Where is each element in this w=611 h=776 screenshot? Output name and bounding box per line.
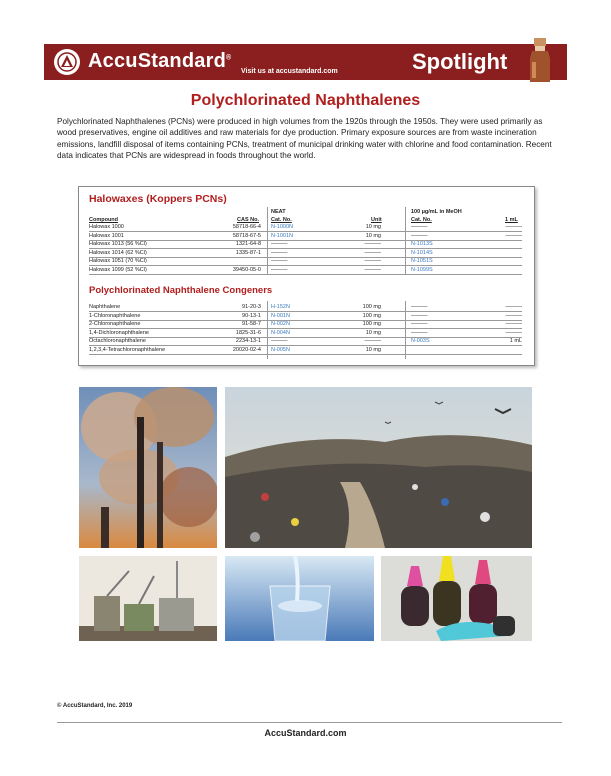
table-row [89, 233, 522, 241]
halowaxes-heading: Halowaxes (Koppers PCNs) [89, 193, 227, 205]
sol-cat-cell: ——— [411, 312, 428, 319]
unit-cell: 100 mg [362, 304, 381, 310]
sol-cat-header: Cat. No. [411, 217, 432, 223]
unit-cell: 10 mg [365, 224, 381, 230]
sol-cat-cell: N-1051S [411, 258, 433, 265]
cas-cell: 2234-13-1 [235, 338, 261, 345]
compound-cell: Octachloronaphthalene [89, 338, 146, 345]
neat-cat-header: Cat. No. [271, 217, 292, 223]
cas-header: CAS No. [237, 217, 259, 223]
sol-unit-cell: 1 mL [509, 338, 522, 345]
compound-cell: Halowax 1001 [89, 232, 124, 239]
neat-cat-cell: N-004N [271, 329, 290, 336]
visit-link[interactable]: Visit us at accustandard.com [241, 68, 338, 75]
cas-cell: 1321-64-8 [235, 241, 261, 248]
neat-header: NEAT [271, 209, 286, 215]
unit-cell: ——— [364, 258, 381, 265]
table-row [89, 321, 522, 329]
compound-cell: Halowax 1000 [89, 224, 124, 230]
sol-unit-cell: ——— [505, 321, 522, 328]
sol-cat-cell: N-1014S [411, 249, 433, 256]
neat-cat-cell: ——— [271, 249, 288, 256]
neat-cat-cell: N-001N [271, 312, 290, 319]
column-divider [405, 207, 406, 275]
congeners-heading: Polychlorinated Naphthalene Congeners [89, 285, 273, 296]
cas-cell: 20020-02-4 [232, 347, 261, 353]
table-row [89, 258, 522, 266]
brand-name: AccuStandard® [88, 50, 232, 72]
neat-cat-cell: N-005N [271, 347, 290, 353]
cas-cell: 1335-87-1 [235, 249, 261, 256]
cas-cell: 1825-31-6 [235, 329, 261, 336]
unit-header: Unit [371, 217, 382, 223]
compound-cell: 1-Chloronaphthalene [89, 312, 141, 319]
cas-cell: 39450-05-0 [232, 267, 261, 273]
column-divider [267, 207, 268, 275]
table-row [89, 224, 522, 232]
cas-cell: 58718-67-5 [232, 232, 261, 239]
oil-cans-photo [79, 556, 217, 641]
footer-url[interactable]: AccuStandard.com [264, 728, 347, 738]
column-divider [267, 301, 268, 359]
column-divider [405, 301, 406, 359]
compound-cell: Halowax 1099 (52 %Cl) [89, 267, 147, 273]
unit-cell: 10 mg [365, 347, 381, 353]
sol-cat-cell: N-003S [411, 338, 430, 345]
sol-cat-cell: ——— [411, 224, 428, 230]
sol-cat-cell: ——— [411, 329, 428, 336]
unit-cell: 100 mg [362, 312, 381, 319]
table-row [89, 267, 522, 275]
table-row [89, 250, 522, 258]
sol-unit-cell: ——— [505, 232, 522, 239]
unit-cell: 10 mg [365, 329, 381, 336]
table-row [89, 313, 522, 321]
compound-cell: Halowax 1013 (56 %Cl) [89, 241, 147, 248]
neat-cat-cell: N-1000N [271, 224, 294, 230]
cas-cell: 91-58-7 [242, 321, 261, 328]
intro-paragraph: Polychlorinated Naphthalenes (PCNs) were produced in high volumes from the 1920s through the 1950s. They were used primarily as wood preservatives, engine oil additives and raw materials for dye production. Primary exposure sources are from waste incineration emissions, landfill disposal of items containing PCNs, treatment of municipal drinking water with chlorine and food contamination. Recent data indicates that PCNs are widespread in foods throughout the world. [57, 117, 552, 161]
compound-cell: Halowax 1014 (62 %Cl) [89, 249, 147, 256]
sol-cat-cell: ——— [411, 304, 428, 310]
compound-cell: 1,2,3,4-Tetrachloronaphthalene [89, 347, 166, 353]
sol-cat-cell: N-1013S [411, 241, 433, 248]
smokestacks-photo [79, 387, 217, 548]
sol-unit-cell: ——— [505, 304, 522, 310]
unit-cell: ——— [364, 338, 381, 345]
neat-cat-cell: N-1001N [271, 232, 294, 239]
unit-cell: ——— [364, 267, 381, 273]
neat-cat-cell: ——— [271, 258, 288, 265]
unit-cell: 100 mg [362, 321, 381, 328]
compound-cell: 2-Chloronaphthalene [89, 321, 141, 328]
sol-cat-cell: N-1099S [411, 267, 433, 273]
sol-unit-cell: ——— [505, 329, 522, 336]
unit-cell: ——— [364, 241, 381, 248]
water-glass-photo [225, 556, 374, 641]
dye-bottles-photo [381, 556, 532, 641]
vial-icon [520, 38, 560, 84]
footer-divider [57, 722, 562, 723]
compound-header: Compound [89, 217, 119, 223]
sol-unit-cell: ——— [505, 224, 522, 230]
cas-cell: 58718-66-4 [232, 224, 261, 230]
solution-header: 100 µg/mL in MeOH [411, 209, 462, 215]
unit-cell: 10 mg [365, 232, 381, 239]
table-row [89, 241, 522, 249]
compound-cell: Naphthalene [89, 304, 121, 310]
table-row [89, 330, 522, 338]
sol-unit-cell: ——— [505, 312, 522, 319]
page-title: Polychlorinated Naphthalenes [190, 92, 421, 109]
sol-unit-header: 1 mL [505, 217, 518, 223]
neat-cat-cell: ——— [271, 338, 288, 345]
cas-cell: 91-20-3 [242, 304, 261, 310]
neat-cat-cell: ——— [271, 241, 288, 248]
copyright-notice: © AccuStandard, Inc. 2019 [57, 703, 133, 709]
sol-cat-cell: ——— [411, 232, 428, 239]
neat-cat-cell: ——— [271, 267, 288, 273]
sol-cat-cell: ——— [411, 321, 428, 328]
product-table [78, 186, 535, 366]
compound-cell: Halowax 1051 (70 %Cl) [89, 258, 147, 265]
spotlight-label: Spotlight [412, 49, 508, 74]
accustandard-logo-icon [54, 49, 80, 75]
neat-cat-cell: H-152N [271, 304, 290, 310]
header-banner [44, 44, 567, 80]
landfill-photo [225, 387, 532, 548]
neat-cat-cell: N-002N [271, 321, 290, 328]
compound-cell: 1,4-Dichloronaphthalene [89, 329, 149, 336]
table-row [89, 304, 522, 312]
table-row [89, 347, 522, 355]
cas-cell: 90-13-1 [242, 312, 261, 319]
table-row [89, 338, 522, 346]
unit-cell: ——— [364, 249, 381, 256]
